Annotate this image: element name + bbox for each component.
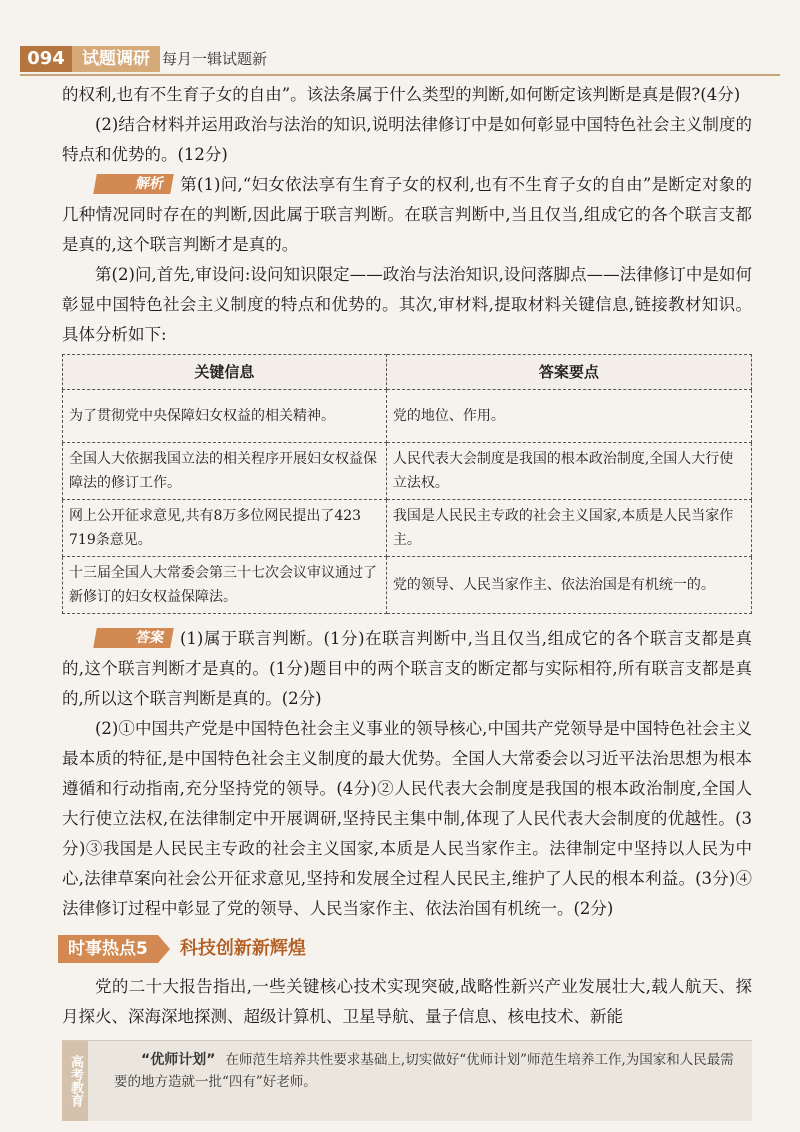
answer-part1-text: (1)属于联言判断。(1分)在联言判断中,当且仅当,组成它的各个联言支都是真的,这个联言判断才是真的。(1分)题目中的两个联言支的断定都与实际相符,所有联言支都是真的,所以这个联言判断是真的。(2分) <box>62 629 752 708</box>
analysis-table <box>62 354 752 614</box>
table-header-key-info: 关键信息 <box>63 355 387 390</box>
hot-topic-text: 党的二十大报告指出,一些关键核心技术实现突破,战略性新兴产业发展壮大,载人航天、探月探火、深海深地探测、超级计算机、卫星导航、量子信息、核电技术、新能 <box>62 977 752 1026</box>
table-cell: 网上公开征求意见,共有8万多位网民提出了423 719条意见。 <box>63 500 387 557</box>
hot-topic-banner <box>58 934 752 964</box>
table-cell: 党的领导、人民当家作主、依法治国是有机统一的。 <box>386 557 751 614</box>
analysis-part1 <box>62 170 752 260</box>
table-row <box>63 443 752 500</box>
page-header <box>0 44 800 74</box>
table-cell: 全国人大依据我国立法的相关程序开展妇女权益保障法的修订工作。 <box>63 443 387 500</box>
table-header-answer-points: 答案要点 <box>386 355 751 390</box>
footer-note <box>62 1040 752 1121</box>
table-cell: 十三届全国人大常委会第三十七次会议审议通过了新修订的妇女权益保障法。 <box>63 557 387 614</box>
analysis-part2: 第(2)问,首先,审设问:设问知识限定——政治与法治知识,设问落脚点——法律修订中是如何彰显中国特色社会主义制度的特点和优势的。其次,审材料,提取材料关键信息,链接教材知识。具体分析如下: <box>62 265 752 344</box>
question-2: (2)结合材料并运用政治与法治的知识,说明法律修订中是如何彰显中国特色社会主义制度的特点和优势的。(12分) <box>62 115 752 164</box>
table-row <box>63 500 752 557</box>
magazine-slogan: 每月一辑试题新 <box>162 50 268 68</box>
table-header-row <box>63 355 752 390</box>
main-content <box>62 80 752 1032</box>
analysis-part1-text: 第(1)问,“妇女依法享有生育子女的权利,也有不生育子女的自由”是断定对象的几种情况同时存在的判断,因此属于联言判断。在联言判断中,当且仅当,组成它的各个联言支都是真的,这个联言判断才是真的。 <box>62 175 752 254</box>
table-cell: 党的地位、作用。 <box>386 390 751 443</box>
hot-topic-title: 科技创新新辉煌 <box>179 938 306 959</box>
answer-part2: (2)①中国共产党是中国特色社会主义事业的领导核心,中国共产党领导是中国特色社会主义最本质的特征,是中国特色社会主义制度的最大优势。全国人大常委会以习近平法治思想为根本遵循和行动指南,充分坚持党的领导。(4分)②人民代表大会制度是我国的根本政治制度,全国人大行使立法权,在法律制定中开展调研,坚持民主集中制,体现了人民代表大会制度的优越性。(3分)③我国是人民民主专政的社会主义国家,本质是人民当家作主。法律制定中坚持以人民为中心,法律草案向社会公开征求意见,坚持和发展全过程人民民主,维护了人民的根本利益。(3分)④法律修订过程中彰显了党的领导、人民当家作主、依法治国有机统一。(2分) <box>62 719 752 918</box>
footer-side-label: 高考教育 <box>62 1041 88 1121</box>
table-row <box>63 557 752 614</box>
analysis-tag: 解析 <box>93 174 174 194</box>
answer-tag: 答案 <box>93 628 174 648</box>
table-cell: 为了贯彻党中央保障妇女权益的相关精神。 <box>63 390 387 443</box>
hot-topic-label: 时事热点5 <box>58 935 158 963</box>
table-cell: 我国是人民民主专政的社会主义国家,本质是人民当家作主。 <box>386 500 751 557</box>
footer-body: 在师范生培养共性要求基础上,切实做好“优师计划”师范生培养工作,为国家和人民最需要的地方造就一批“四有”好老师。 <box>114 1052 734 1090</box>
table-cell: 人民代表大会制度是我国的根本政治制度,全国人大行使立法权。 <box>386 443 751 500</box>
chevron-right-icon <box>158 935 170 963</box>
header-divider <box>20 74 780 76</box>
answer-part1 <box>62 624 752 714</box>
table-row <box>63 390 752 443</box>
page-number: 094 <box>20 46 72 72</box>
question-continuation: 的权利,也有不生育子女的自由”。该法条属于什么类型的判断,如何断定该判断是真是假?(4分) <box>62 85 741 104</box>
section-tag: 试题调研 <box>72 46 160 72</box>
footer-text-block <box>114 1049 734 1093</box>
footer-title: “优师计划” <box>141 1052 216 1068</box>
